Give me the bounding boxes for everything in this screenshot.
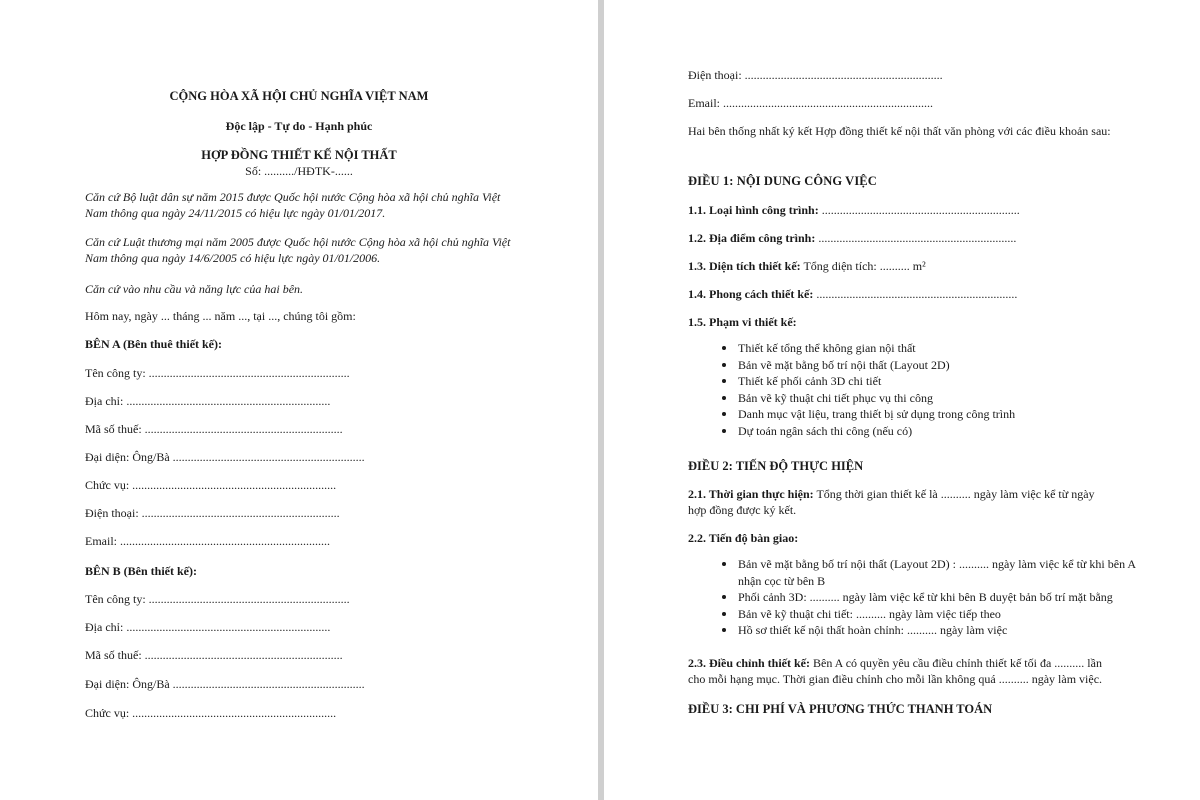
document-page-right: [604, 0, 1200, 800]
clause-1-1: [688, 202, 1020, 218]
list-item: Phối cảnh 3D: .......... ngày làm việc kể từ khi bên B duyệt bản bố trí mặt bằng: [720, 589, 1140, 606]
clause-2-3-line-2: cho mỗi hạng mục. Thời gian điều chỉnh cho mỗi lần không quá .......... ngày làm việc.: [688, 672, 1103, 686]
agreement-statement: Hai bên thống nhất ký kết Hợp đồng thiết kế nội thất văn phòng với các điều khoản sau:: [688, 124, 1111, 138]
list-item: Bản vẽ mặt bằng bố trí nội thất (Layout 2D): [720, 357, 1160, 374]
clause-1-2-blank: ..................................................................: [815, 231, 1017, 245]
party-a-company-field: Tên công ty: ...................................................................: [85, 366, 350, 380]
party-a-phone-field: Điện thoại: ..................................................................: [85, 506, 340, 520]
legal-basis-2: Căn cứ Luật thương mại năm 2005 được Quốc hội nước Cộng hòa xã hội chủ nghĩa Việt Nam thông qua ngày 14/6/2005 có hiệu lực ngày 01/01/2006.: [85, 235, 511, 265]
list-item: Thiết kế tổng thể không gian nội thất: [720, 340, 1160, 357]
intro-line: Hôm nay, ngày ... tháng ... năm ..., tại ..., chúng tôi gồm:: [85, 309, 356, 323]
legal-basis-1: Căn cứ Bộ luật dân sự năm 2015 được Quốc hội nước Cộng hòa xã hội chủ nghĩa Việt Nam thông qua ngày 24/11/2015 có hiệu lực ngày 01/01/2017.: [85, 190, 501, 220]
clause-2-3-line-1: [688, 655, 1102, 671]
contract-title: HỢP ĐỒNG THIẾT KẾ NỘI THẤT: [201, 148, 397, 162]
list-item: Danh mục vật liệu, trang thiết bị sử dụng trong công trình: [720, 406, 1160, 423]
article-3-title: ĐIỀU 3: CHI PHÍ VÀ PHƯƠNG THỨC THANH TOÁN: [688, 702, 993, 716]
party-b-company-field: Tên công ty: ...................................................................: [85, 592, 350, 606]
clause-2-3-text: Bên A có quyền yêu cầu điều chỉnh thiết kế tối đa .......... lần: [810, 656, 1102, 670]
list-item: Hồ sơ thiết kế nội thất hoàn chỉnh: .......... ngày làm việc: [720, 622, 1140, 639]
article-2-title: ĐIỀU 2: TIẾN ĐỘ THỰC HIỆN: [688, 459, 864, 473]
list-item: Bản vẽ mặt bằng bố trí nội thất (Layout 2D) : .......... ngày làm việc kể từ khi bên A nhận cọc từ bên B: [720, 556, 1140, 589]
handover-schedule-list: [720, 556, 1140, 639]
party-a-email-field: Email: ......................................................................: [85, 534, 330, 548]
party-a-representative-field: Đại diện: Ông/Bà ................................................................: [85, 450, 365, 464]
article-1-title: ĐIỀU 1: NỘI DUNG CÔNG VIỆC: [688, 174, 877, 188]
party-b-email-field: Email: ......................................................................: [688, 96, 933, 110]
clause-1-3: [688, 258, 926, 274]
party-b-phone-field: Điện thoại: ..................................................................: [688, 68, 943, 82]
party-b-title: BÊN B (Bên thiết kế):: [85, 564, 197, 578]
clause-2-1-line-2: hợp đồng được ký kết.: [688, 503, 797, 517]
clause-2-3-label: 2.3. Điều chỉnh thiết kế:: [688, 656, 811, 670]
clause-1-1-label: 1.1. Loại hình công trình:: [688, 203, 819, 217]
clause-1-3-label: 1.3. Diện tích thiết kế:: [688, 259, 801, 273]
party-a-title: BÊN A (Bên thuê thiết kế):: [85, 337, 223, 351]
clause-1-1-blank: ..................................................................: [818, 203, 1020, 217]
clause-2-1-label: 2.1. Thời gian thực hiện:: [688, 487, 814, 501]
contract-number: Số: ........../HĐTK-......: [245, 164, 353, 178]
clause-2-1-text: Tổng thời gian thiết kế là .......... ngày làm việc kể từ ngày: [813, 487, 1095, 501]
header-country: CỘNG HÒA XÃ HỘI CHỦ NGHĨA VIỆT NAM: [169, 89, 429, 103]
list-item: Dự toán ngân sách thi công (nếu có): [720, 423, 1160, 440]
party-b-address-field: Địa chỉ: ....................................................................: [85, 620, 331, 634]
clause-1-4-blank: ...................................................................: [813, 287, 1018, 301]
list-item: Thiết kế phối cảnh 3D chi tiết: [720, 373, 1160, 390]
party-b-representative-field: Đại diện: Ông/Bà ................................................................: [85, 677, 365, 691]
clause-1-4: [688, 286, 1017, 302]
party-a-address-field: Địa chỉ: ....................................................................: [85, 394, 331, 408]
design-scope-list: [720, 340, 1160, 439]
clause-1-2-label: 1.2. Địa điểm công trình:: [688, 231, 816, 245]
clause-1-5-label: 1.5. Phạm vi thiết kế:: [688, 315, 797, 329]
party-b-taxcode-field: Mã số thuế: ..................................................................: [85, 648, 343, 662]
clause-1-2: [688, 230, 1016, 246]
party-a-taxcode-field: Mã số thuế: ..................................................................: [85, 422, 343, 436]
clause-1-3-value: Tổng diện tích: .......... m²: [800, 259, 926, 273]
clause-2-1-line-1: [688, 486, 1095, 502]
list-item: Bản vẽ kỹ thuật chi tiết phục vụ thi công: [720, 390, 1160, 407]
document-page-left: [0, 0, 598, 800]
party-b-position-field: Chức vụ: ....................................................................: [85, 706, 337, 720]
header-motto: Độc lập - Tự do - Hạnh phúc: [225, 119, 373, 133]
clause-2-2-label: 2.2. Tiến độ bàn giao:: [688, 531, 799, 545]
list-item: Bản vẽ kỹ thuật chi tiết: .......... ngày làm việc tiếp theo: [720, 606, 1140, 623]
legal-basis-3: Căn cứ vào nhu cầu và năng lực của hai bên.: [85, 282, 304, 296]
clause-1-4-label: 1.4. Phong cách thiết kế:: [688, 287, 814, 301]
party-a-position-field: Chức vụ: ....................................................................: [85, 478, 337, 492]
